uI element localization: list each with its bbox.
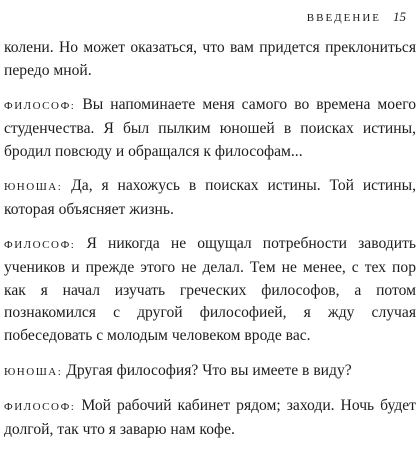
dialogue-text: Мой рабочий кабинет рядом; заходи. Ночь будет долгой, так что я заварю нам кофе.: [4, 396, 416, 438]
speaker-label: ЮНОША:: [4, 180, 63, 193]
dialogue-text: Вы напоминаете меня самого во времена моего студенчества. Я был пылким юношей в поисках истины, бродил повсюду и обращался к философам...: [4, 96, 417, 160]
dialogue-text: Я никогда не ощущал потребности заводить учеников и прежде этого не делал. Тем не менее, с тех пор как я начал изучать греческих философов, а потом познакомился с другой философией, я жду случая побеседовать с молодым человеком вроде вас.: [4, 235, 416, 345]
dialogue-line: [4, 395, 416, 442]
paragraph: [4, 37, 416, 83]
page-number: 15: [393, 9, 406, 24]
chapter-title: ВВЕДЕНИЕ: [306, 12, 381, 24]
speaker-label: ФИЛОСОФ:: [4, 100, 76, 113]
speaker-label: ФИЛОСОФ:: [4, 239, 76, 252]
dialogue-line: [4, 94, 416, 163]
dialogue-line: [4, 175, 416, 222]
running-head: [307, 9, 406, 25]
dialogue-line: [4, 360, 416, 384]
body-text: [4, 37, 416, 453]
dialogue-text: Да, я нахожусь в поисках истины. Той истины, которая объясняет жизнь.: [4, 176, 416, 218]
paragraph-text: колени. Но может оказаться, что вам придется преклониться передо мной.: [4, 39, 416, 79]
dialogue-line: [4, 233, 416, 348]
speaker-label: ЮНОША:: [4, 365, 63, 378]
speaker-label: ФИЛОСОФ:: [4, 400, 76, 413]
dialogue-text: Другая философия? Что вы имеете в виду?: [66, 361, 352, 379]
